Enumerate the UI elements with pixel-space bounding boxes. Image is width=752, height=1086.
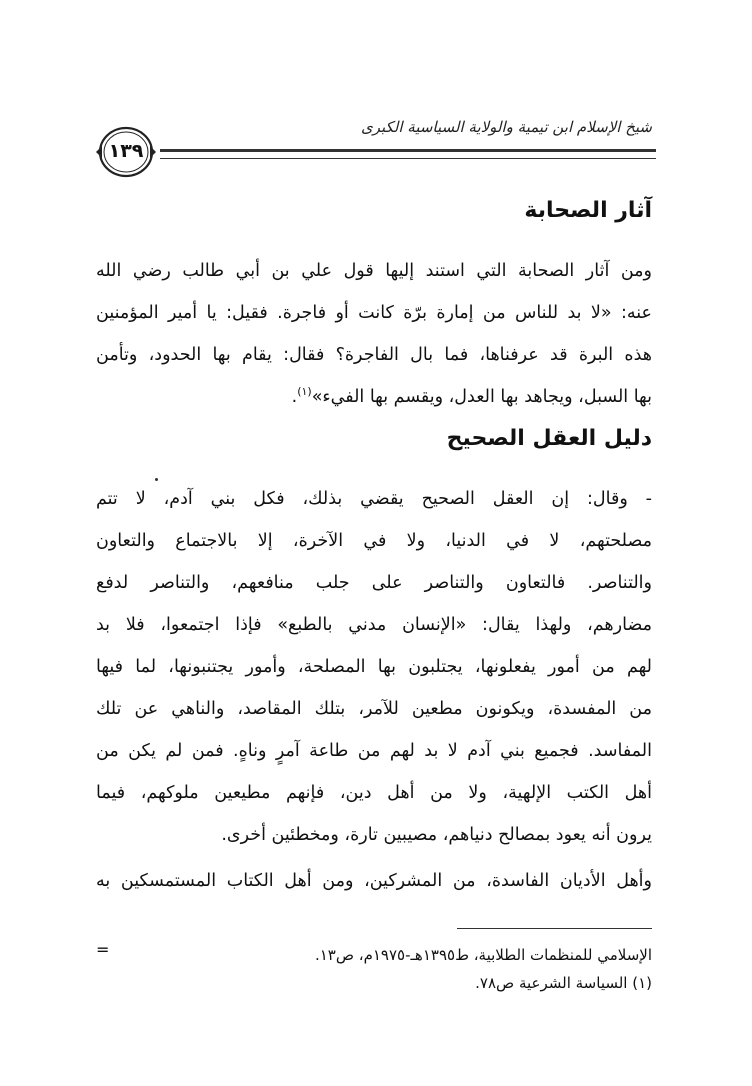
paragraph-reason [96,478,652,856]
text-line: ومن آثار الصحابة التي استند إليها قول علي بن أبي طالب رضي الله [96,261,652,281]
running-header: شيخ الإسلام ابن تيمية والولاية السياسية الكبرى [360,118,652,136]
text-line: مصلحتهم، لا في الدنيا، ولا في الآخرة، إلا بالاجتماع والتعاون [96,531,652,551]
text-line: عنه: «لا بد للناس من إمارة برّة كانت أو فاجرة. فقيل: يا أمير المؤمنين [96,303,652,323]
text-line: - وقال: إن العقل الصحيح يقضي بذلك، فكل بني آدم، لا تتم [96,489,652,509]
section-heading-reason: دليل العقل الصحيح [446,426,652,451]
paragraph-religions [96,860,652,902]
line-end: . [291,387,298,407]
text-line: أهل الكتب الإلهية، ولا من أهل دين، فإنهم مطيعين ملوكهم، فيما [96,783,652,803]
text-line: وأهل الأديان الفاسدة، من المشركين، ومن أهل الكتاب المستمسكين به [96,871,652,891]
text-line: المفاسد. فجميع بني آدم لا بد لهم من طاعة آمرٍ وناهٍ. فمن لم يكن من [96,741,652,761]
header-rule [160,149,656,159]
text-line: يرون أنه يعود بمصالح دنياهم، مصيبين تارة، ومخطئين أخرى. [221,825,652,845]
paragraph-companions [96,250,652,418]
text-line [96,376,652,418]
text-line: مضارهم، ولهذا يقال: «الإنسان مدني بالطبع» فإذا اجتمعوا، فلا بد [96,615,652,635]
text-line-content: بها السبل، ويجاهد بها العدل، ويقسم بها الفيء» [311,387,652,407]
footnote-1: (١) السياسة الشرعية ص٧٨. [475,974,652,992]
continuation-marker: = [96,940,110,959]
page-number: ١٣٩ [108,140,144,162]
footnote-reference: (١) [297,385,312,399]
text-line: والتناصر. فالتعاون والتناصر على جلب منافعهم، والتناصر لدفع [96,573,652,593]
section-heading-companions: آثار الصحابة [524,198,652,223]
text-line: لهم من أمور يفعلونها، يجتلبون بها المصلحة، وأمور يجتنبونها، لما فيها [96,657,652,677]
text-line: من المفسدة، ويكونون مطعين للآمر، بتلك المقاصد، والناهي عن تلك [96,699,652,719]
text-line: هذه البرة قد عرفناها، فما بال الفاجرة؟ فقال: يقام بها الحدود، وتأمن [96,345,652,365]
footnote-continuation: الإسلامي للمنظمات الطلابية، ط١٣٩٥هـ-١٩٧٥م، ص١٣. [314,946,652,964]
page-number-badge [92,122,160,182]
footnote-rule [457,928,652,929]
